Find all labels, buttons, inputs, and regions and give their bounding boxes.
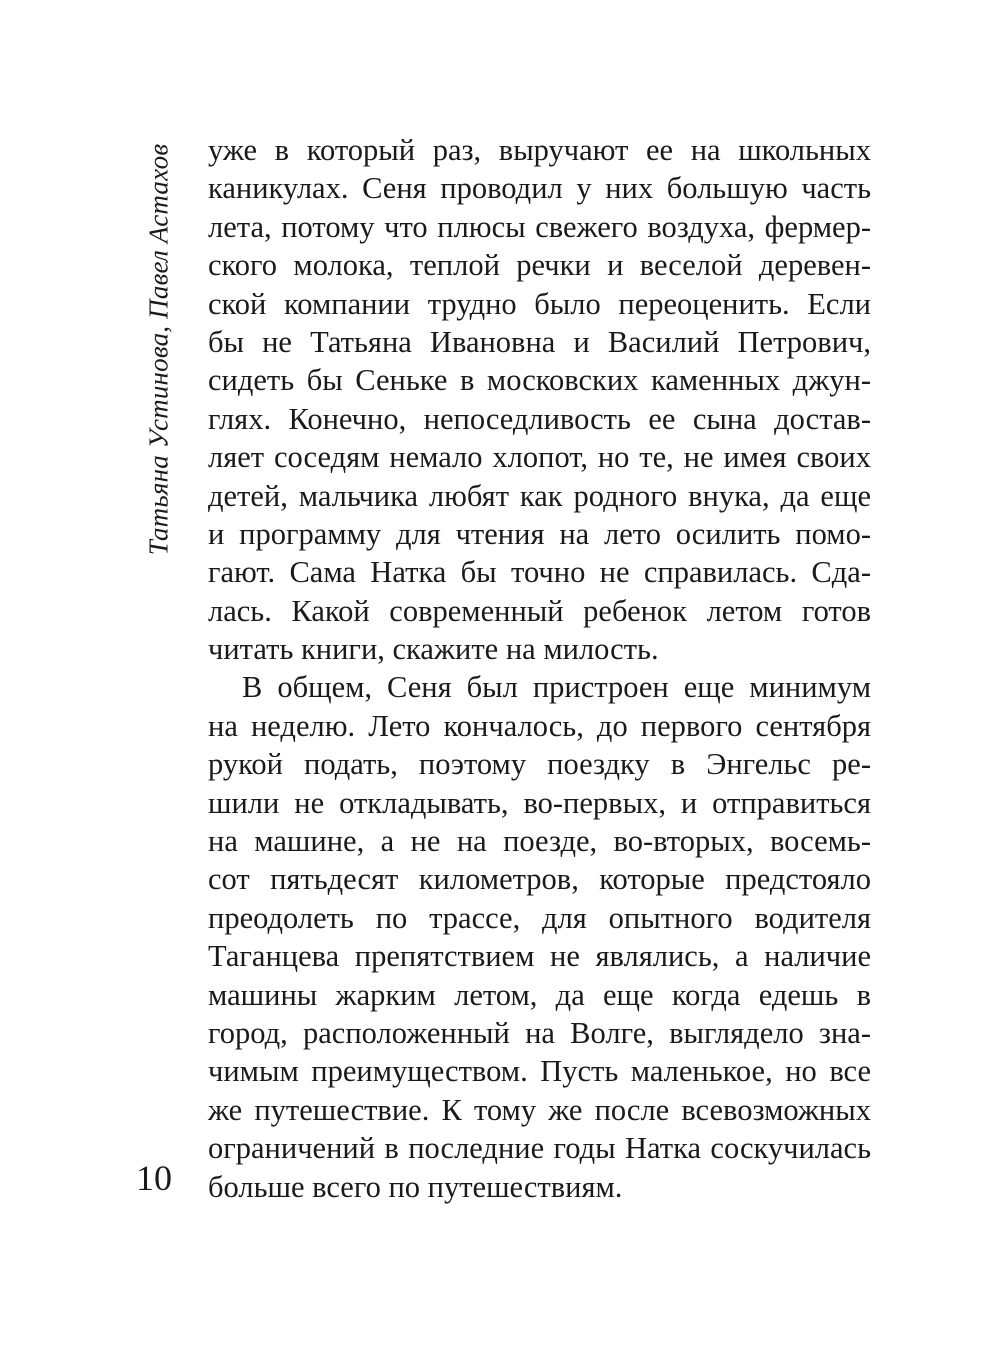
running-head-text: Татьяна Устинова, Павел Астахов: [143, 143, 174, 555]
text-line: же путешествие. К тому же после всевозможных: [208, 1092, 871, 1127]
text-line: гают. Сама Натка бы точно не справилась. Сда-: [208, 555, 871, 590]
text-line: на машине, а не на поезде, во-вторых, восемь-: [208, 824, 871, 859]
text-line: лета, потому что плюсы свежего воздуха, фермер-: [208, 209, 871, 244]
text-line: ограничений в последние годы Натка соскучилась: [208, 1131, 871, 1166]
text-line: ского молока, теплой речки и веселой деревен-: [208, 248, 871, 283]
text-line: и программу для чтения на лето осилить помо-: [208, 516, 871, 551]
text-line: больше всего по путешествиям.: [208, 1169, 623, 1204]
text-line: рукой подать, поэтому поездку в Энгельс ре-: [208, 747, 871, 782]
text-line: лась. Какой современный ребенок летом готов: [208, 593, 871, 628]
text-line: В общем, Сеня был пристроен еще минимум: [242, 670, 871, 705]
page-number: 10: [136, 1158, 172, 1198]
text-line: глях. Конечно, непоседливость ее сына достав-: [208, 401, 871, 436]
text-line: уже в который раз, выручают ее на школьных: [208, 133, 871, 167]
text-line: преодолеть по трассе, для опытного водителя: [208, 900, 871, 935]
paragraph-1: [208, 131, 871, 668]
paragraph-2: [208, 668, 871, 1205]
text-line: на неделю. Лето кончалось, до первого сентября: [208, 708, 871, 743]
text-line: детей, мальчика любят как родного внука, да еще: [208, 478, 871, 513]
text-line: чимым преимуществом. Пусть маленькое, но все: [208, 1054, 871, 1089]
text-line: машины жарким летом, да еще когда едешь в: [208, 977, 871, 1012]
running-head: [142, 143, 176, 555]
text-line: сидеть бы Сеньке в московских каменных джун-: [208, 363, 871, 398]
text-line: читать книги, скажите на милость.: [208, 632, 659, 667]
text-line: каникулах. Сеня проводил у них большую часть: [208, 171, 871, 206]
text-line: сот пятьдесят километров, которые предстояло: [208, 862, 871, 897]
text-line: город, расположенный на Волге, выглядело зна-: [208, 1015, 871, 1050]
text-line: ляет соседям немало хлопот, но те, не имея своих: [208, 440, 871, 475]
text-line: Таганцева препятствием не являлись, а наличие: [208, 939, 871, 974]
body-text: [208, 131, 871, 1206]
text-line: бы не Татьяна Ивановна и Василий Петрович,: [208, 324, 871, 359]
text-line: ской компании трудно было переоценить. Если: [208, 286, 871, 321]
text-line: шили не откладывать, во-первых, и отправиться: [208, 785, 871, 820]
